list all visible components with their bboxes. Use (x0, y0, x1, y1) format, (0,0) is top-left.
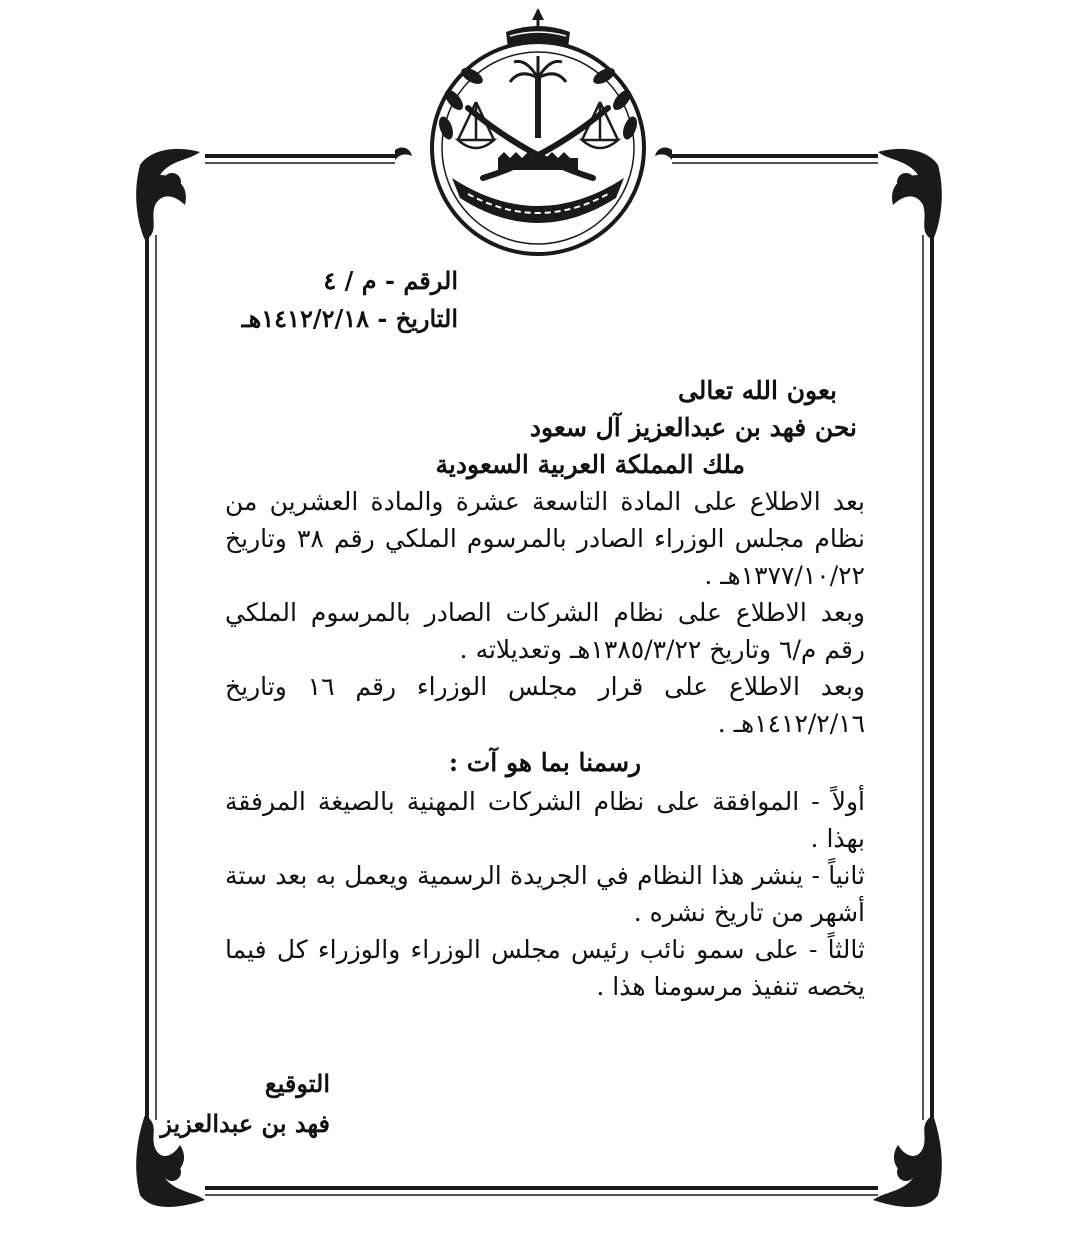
article-3: ثالثاً - على سمو نائب رئيس مجلس الوزراء والوزراء كل فيما يخصه تنفيذ مرسومنا هذا . (225, 935, 865, 1001)
decree-heading: رسمنا بما هو آت : (448, 748, 642, 777)
signature-name: فهد بن عبدالعزيز (160, 1109, 330, 1138)
reference-block (198, 262, 458, 338)
king-title: ملك المملكة العربية السعودية (435, 450, 745, 479)
decree-body (225, 372, 865, 1005)
signature-label: التوقيع (264, 1069, 330, 1098)
reference-number: الرقم - م / ٤ (323, 266, 458, 295)
king-name: نحن فهد بن عبدالعزيز آل سعود (529, 413, 857, 442)
corner-ornament-top-right (655, 148, 942, 240)
preamble-paragraph-1: بعد الاطلاع على المادة التاسعة عشرة والمادة العشرين من نظام مجلس الوزراء الصادر بالمرسوم الملكي رقم ٣٨ وتاريخ ١٣٧٧/١٠/٢٢هـ . (225, 487, 865, 590)
preamble-paragraph-2: وبعد الاطلاع على نظام الشركات الصادر بالمرسوم الملكي رقم م/٦ وتاريخ ١٣٨٥/٣/٢٢هـ وتعديلاته . (225, 598, 865, 664)
article-2: ثانياً - ينشر هذا النظام في الجريدة الرسمية ويعمل به بعد ستة أشهر من تاريخ نشره . (225, 861, 865, 927)
royal-seal-emblem (432, 8, 644, 254)
article-1: أولاً - الموافقة على نظام الشركات المهنية بالصيغة المرفقة بهذا . (225, 787, 865, 853)
corner-ornament-bottom-right (873, 1115, 942, 1207)
reference-date: التاريخ - ١٤١٢/٢/١٨هـ (241, 304, 458, 333)
corner-ornament-top-left (136, 148, 412, 240)
signature-block (150, 1064, 330, 1144)
invocation: بعون الله تعالى (677, 376, 837, 405)
preamble-paragraph-3: وبعد الاطلاع على قرار مجلس الوزراء رقم ١٦ وتاريخ ١٤١٢/٢/١٦هـ . (225, 672, 865, 738)
